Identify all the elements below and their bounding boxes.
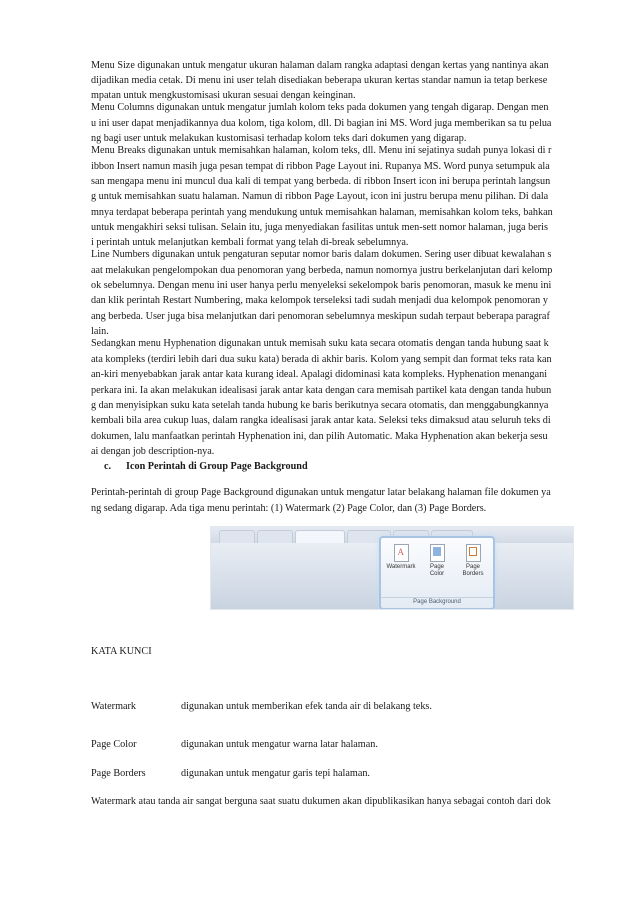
- paragraph-line: dijadikan media cetak. Di menu ini user telah disediakan beberapa ukuran kertas standar namun ia tetap berkese: [91, 75, 548, 86]
- button-label: Page: [429, 564, 444, 570]
- page-borders-button[interactable]: [456, 544, 490, 590]
- group-caption: Page Background: [381, 597, 493, 605]
- paragraph-line: mnya terdapat beberapa perintah yang mendukung untuk memisahkan halaman, memisahkan kolom teks, bahkan: [91, 207, 553, 218]
- paragraph-line: ng bagi user untuk melakukan kustomisasi terhadap kolom teks dari dokumen yang digarap.: [91, 133, 467, 144]
- watermark-icon: [394, 544, 409, 562]
- paragraph-line: kembali bila area cukup luas, dalam rangka idealisasi jarak antar kata. Seleksi teks dimaksud atau seluruh teks di: [91, 415, 551, 426]
- ribbon-tab: [257, 530, 293, 543]
- paragraph-line: g untuk memisahkan suatu halaman. Namun di ribbon Page Layout, icon ini justru berupa menu pilihan. Di dala: [91, 191, 549, 202]
- paragraph-line: ibbon Insert namun masih juga pesan tempat di ribbon Page Layout ini. Rupanya MS. Word punya setumpuk ala: [91, 161, 550, 172]
- watermark-button[interactable]: [384, 544, 418, 590]
- paragraph-line: ang berbeda. User juga bisa melanjutkan dari penomoran sebelumnya meskipun sudah terpaut beberapa paragraf: [91, 311, 550, 322]
- page-color-icon: [430, 544, 445, 562]
- keyword-term: Watermark: [91, 701, 136, 712]
- button-label: Watermark: [386, 564, 416, 570]
- closing-line: Watermark atau tanda air sangat berguna saat suatu dukumen akan dipublikasikan hanya sebagai contoh dari dok: [91, 796, 551, 807]
- keyword-desc: digunakan untuk mengatur garis tepi halaman.: [181, 768, 370, 779]
- page-color-button[interactable]: [420, 544, 454, 590]
- paragraph-line: dan klik perintah Restart Numbering, maka kelompok terseleksi tadi sudah menjadi dua kelompok penomoran y: [91, 295, 548, 306]
- paragraph-line: g dan menyisipkan suku kata setelah tanda hubung ke baris berikutnya secara otomatis, dan menggabungkannya: [91, 400, 549, 411]
- button-label: Borders: [462, 571, 484, 577]
- paragraph-line: an-kiri menyebabkan jarak antar kata kurang ideal. Apalagi didominasi kata kompleks. Hyphenation menangani: [91, 369, 548, 380]
- intro-line: Perintah-perintah di group Page Background digunakan untuk mengatur latar belakang halaman file dokumen ya: [91, 487, 551, 498]
- heading-letter: c.: [104, 461, 112, 472]
- paragraph-line: dokumen, lalu manfaatkan perintah Hyphenation ini, dan pilih Automatic. Maka Hyphenation akan bekerja sesu: [91, 431, 548, 442]
- paragraph-line: ata kompleks (terdiri lebih dari dua suku kata) berada di akhir baris. Kolom yang sempit dan format teks rata kan: [91, 354, 552, 365]
- paragraph-line: Line Numbers digunakan untuk pengaturan seputar nomor baris dalam dokumen. Sering user dibuat kewalahan s: [91, 249, 552, 260]
- button-label: Page: [465, 564, 480, 570]
- paragraph-line: ai dengan job description-nya.: [91, 446, 215, 457]
- keyword-desc: digunakan untuk memberikan efek tanda air di belakang teks.: [181, 701, 432, 712]
- ribbon-screenshot: [210, 526, 574, 610]
- paragraph-line: Menu Size digunakan untuk mengatur ukuran halaman dalam rangka adaptasi dengan kertas yang nantinya akan: [91, 60, 549, 71]
- paragraph-line: Sedangkan menu Hyphenation digunakan untuk memisah suku kata secara otomatis dengan tanda hubung saat k: [91, 338, 549, 349]
- paragraph-line: san mengapa menu ini muncul dua kali di tempat yang berbeda. di ribbon Insert icon ini berupa perintah langsun: [91, 176, 551, 187]
- button-label: Color: [429, 571, 445, 577]
- paragraph-line: u ini user dapat menjadikannya dua kolom, tiga kolom, dll. Di bagian ini MS. Word juga memberikan sa tu pelua: [91, 118, 552, 129]
- keyword-desc: digunakan untuk mengatur warna latar halaman.: [181, 739, 378, 750]
- section-heading: [104, 461, 308, 472]
- paragraph-line: lain.: [91, 326, 109, 337]
- page-background-group: [379, 536, 495, 610]
- ribbon-tab: [219, 530, 255, 543]
- svg-text:A: A: [397, 547, 404, 556]
- keyword-term: Page Borders: [91, 768, 146, 779]
- paragraph-line: untuk mengakhiri seksi tulisan. Selain itu, juga menyediakan fasilitas untuk men-sett nomor halaman, juga beris: [91, 222, 548, 233]
- paragraph-line: perkara ini. Ia akan melakukan idealisasi jarak antar kata dengan cara memisah partikel kata dengan tanda hubun: [91, 385, 552, 396]
- ribbon-tab: [295, 530, 345, 543]
- keywords-title: KATA KUNCI: [91, 646, 152, 657]
- paragraph-line: Menu Breaks digunakan untuk memisahkan halaman, kolom teks, dll. Menu ini sejatinya sudah punya lokasi di r: [91, 145, 552, 156]
- paragraph-line: ok sebelumnya. Dengan menu ini user hanya perlu menyeleksi sekelompok baris penomoran, masuk ke menu ini: [91, 280, 552, 291]
- paragraph-line: aat melakukan pengelompokan dua penomoran yang berbeda, namun nomornya justru berkelanjutan dari kelomp: [91, 265, 553, 276]
- keyword-term: Page Color: [91, 739, 137, 750]
- page-borders-icon: [466, 544, 481, 562]
- paragraph-line: Menu Columns digunakan untuk mengatur jumlah kolom teks pada dokumen yang tengah digarap. Dengan men: [91, 102, 549, 113]
- heading-text: Icon Perintah di Group Page Background: [126, 461, 308, 472]
- intro-line: ng sedang digarap. Ada tiga menu perintah: (1) Watermark (2) Page Color, dan (3) Page Borders.: [91, 503, 487, 514]
- paragraph-line: i perintah untuk melanjutkan kembali format yang telah di-break sebelumnya.: [91, 237, 409, 248]
- paragraph-line: mpatan untuk mengkustomisasi ukuran sesuai dengan keinginan.: [91, 90, 356, 101]
